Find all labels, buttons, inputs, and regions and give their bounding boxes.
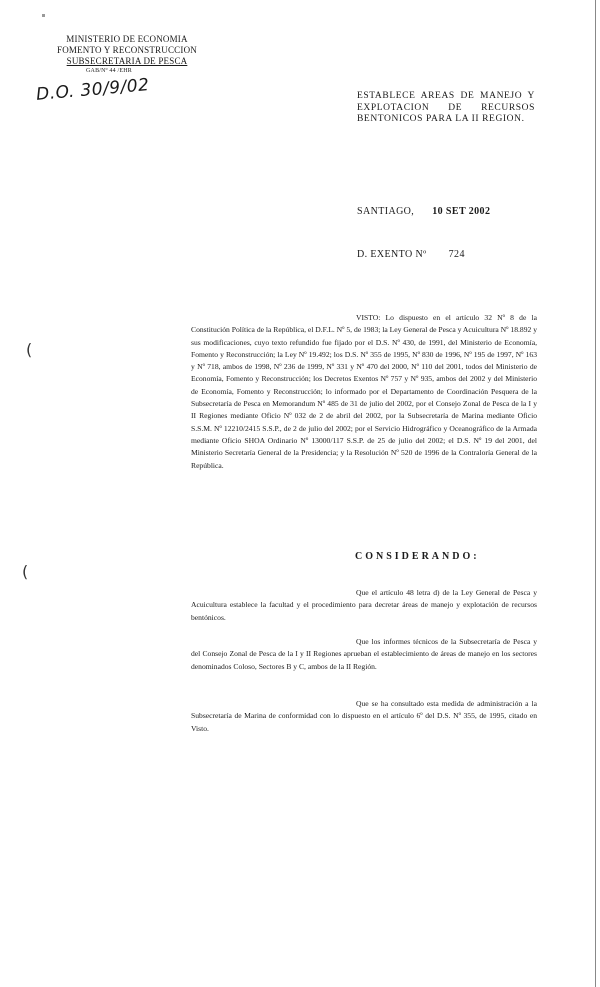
decree-value: 724 — [448, 249, 465, 260]
document-title — [357, 91, 535, 126]
considerando-text: Que se ha consultado esta medida de administración a la Subsecretaría de Marina de conformidad con lo dispuesto en el artículo 6º del D.S. Nº 355, de 1995, citado en Visto. — [191, 699, 537, 733]
ministry-name: MINISTERIO DE ECONOMIA — [66, 34, 188, 44]
considerando-heading: CONSIDERANDO: — [355, 551, 480, 562]
page-edge-line — [595, 0, 596, 987]
place-and-date — [357, 206, 490, 217]
ministry-subtitle: FOMENTO Y RECONSTRUCCION — [57, 45, 197, 55]
considerando-item — [191, 587, 537, 624]
considerando-item — [191, 636, 537, 673]
title-line: BENTONICOS PARA LA II REGION. — [357, 114, 525, 124]
decree-number — [357, 249, 465, 260]
title-line: ESTABLECE AREAS DE MANEJO Y — [357, 91, 535, 101]
considerando-text: Que los informes técnicos de la Subsecretaría de Pesca y del Consejo Zonal de Pesca de la I y II Regiones aprueban el establecimiento de áreas de manejo en los sectores denominados Coloso, Sectores B y C, ambos de la II Región. — [191, 637, 537, 671]
margin-mark: ( — [26, 340, 33, 359]
considerando-text: Que el artículo 48 letra d) de la Ley General de Pesca y Acuicultura establece la facultad y el procedimiento para decretar áreas de manejo y explotación de recursos bentónicos. — [191, 588, 537, 622]
handwritten-annotation: D.O. 30/9/02 — [35, 75, 151, 105]
place: SANTIAGO, — [357, 206, 415, 217]
scan-speck — [42, 14, 45, 17]
letterhead — [52, 34, 202, 75]
margin-mark: ( — [22, 562, 29, 581]
undersecretariat-name: SUBSECRETARIA DE PESCA — [66, 56, 188, 66]
visto-text: Lo dispuesto en el artículo 32 Nº 8 de la Constitución Política de la República, el D.F.L. Nº 5, de 1983; la Ley General de Pesca y Acuicultura Nº 18.892 y sus modificaciones, cuyo texto refundido fue fijado por el D.S. Nº 430, de 1991, del Ministerio de Economía, Fomento y Reconstrucción; la Ley Nº 19.492; los D.S. Nº 355 de 1995, Nº 830 de 1996, Nº 195 de 1997, Nº 163 y Nº 718, ambos de 1998, Nº 236 de 1999, Nº 331 y Nº 470 del 2000, Nº 110 del 2001, todos del Ministerio de Economía, Fomento y Reconstrucción; los Decretos Exentos Nº 757 y Nº 935, ambos del 2002 y del Ministerio de Economía, Fomento y Reconstrucción; lo informado por el Departamento de Coordinación Pesquera de la Subsecretaría de Pesca en Memorandum Nº 485 de 31 de julio del 2002, por el Consejo Zonal de Pesca de la I y II Regiones mediante Oficio Nº 032 de 2 de abril del 2002, por la Subsecretaría de Marina mediante Oficio S.S.M. Nº 12210/2415 S.S.P., de 2 de julio del 2002; por el Servicio Hidrográfico y Oceanográfico de la Armada mediante Oficio SHOA Ordinario Nº 13000/117 S.S.P. de 25 de julio del 2002; el D.S. Nº 19 del 2001, del Ministerio Secretaría General de la Presidencia; y la Resolución Nº 520 de 1996 de la Contraloría General de la República. — [191, 313, 537, 470]
title-line: EXPLOTACION DE RECURSOS — [357, 102, 535, 113]
date-stamp: 10 SET 2002 — [432, 206, 491, 217]
decree-label: D. EXENTO Nº — [357, 249, 427, 260]
reference-code: GAB/Nº 44 /EHR — [86, 68, 132, 74]
considerando-item — [191, 698, 537, 735]
visto-paragraph — [191, 312, 537, 472]
visto-label: VISTO: — [356, 313, 381, 322]
